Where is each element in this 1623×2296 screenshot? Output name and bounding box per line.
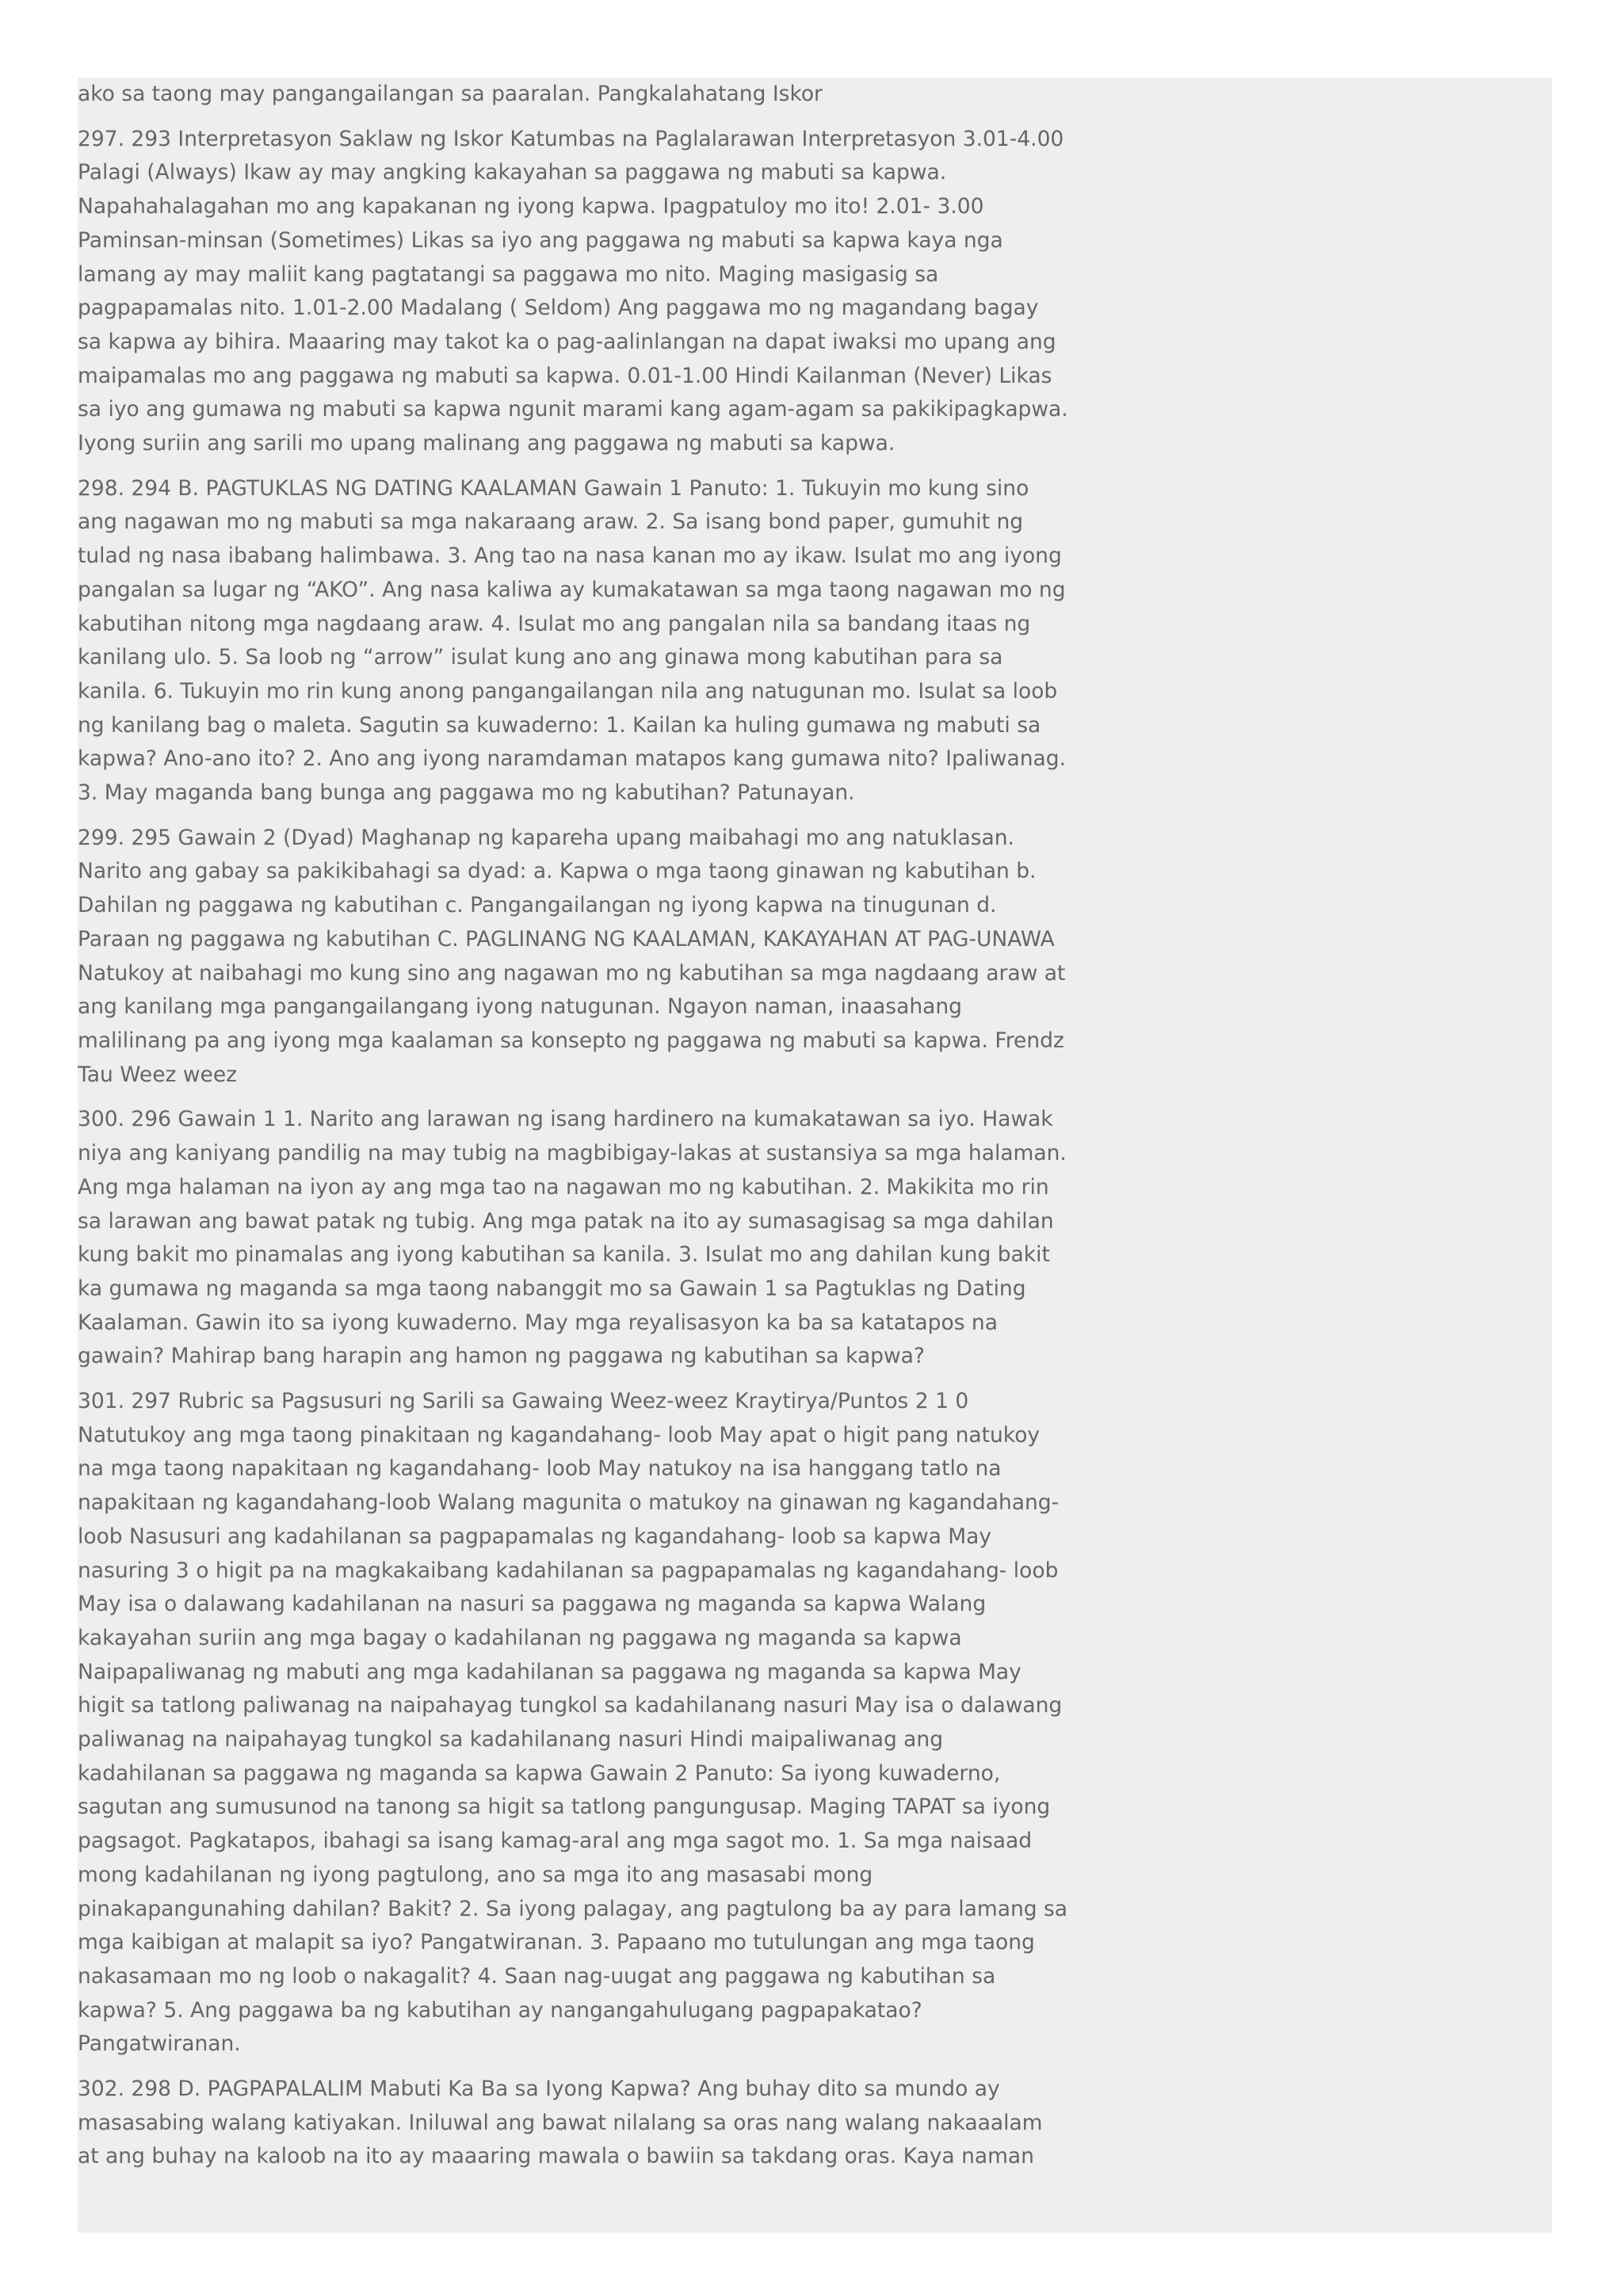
paragraph-297: 297. 293 Interpretasyon Saklaw ng Iskor Katumbas na Paglalarawan Interpretasyon 3.01-4.00 Palagi (Always) Ikaw ay may angking kakayahan sa paggawa ng mabuti sa kapwa. Napahahalagahan mo ang kapakanan ng iyong kapwa. Ipagpatuloy mo ito! 2.01- 3.00 Paminsan-minsan (Sometimes) Likas sa iyo ang paggawa ng mabuti sa kapwa kaya nga lamang ay may maliit kang pagtatangi sa paggawa mo nito. Maging masigasig sa pagpapamalas nito. 1.01-2.00 Madalang ( Seldom) Ang paggawa mo ng magandang bagay sa kapwa ay bihira. Maaaring may takot ka o pag-aalinlangan na dapat iwaksi mo upang ang maipamalas mo ang paggawa ng mabuti sa kapwa. 0.01-1.00 Hindi Kailanman (Never) Likas sa iyo ang gumawa ng mabuti sa kapwa ngunit marami kang agam-agam sa pakikipagkapwa. Iyong suriin ang sarili mo upang malinang ang paggawa ng mabuti sa kapwa. — [78, 126, 1068, 456]
paragraph-301: 301. 297 Rubric sa Pagsusuri ng Sarili sa Gawaing Weez-weez Kraytirya/Puntos 2 1 0 Natutukoy ang mga taong pinakitaan ng kagandahang- loob May apat o higit pang natukoy na mga taong napakitaan ng kagandahang- loob May natukoy na isa hanggang tatlo na napakitaan ng kagandahang-loob Walang magunita o matukoy na ginawan ng kagandahang-loob Nasusuri ang kadahilanan sa pagpapamalas ng kagandahang- loob sa kapwa May nasuring 3 o higit pa na magkakaibang kadahilanan sa pagpapamalas ng kagandahang- loob May isa o dalawang kadahilanan na nasuri sa paggawa ng maganda sa kapwa Walang kakayahan suriin ang mga bagay o kadahilanan ng paggawa ng maganda sa kapwa Naipapaliwanag ng mabuti ang mga kadahilanan sa paggawa ng maganda sa kapwa May higit sa tatlong paliwanag na naipahayag tungkol sa kadahilanang nasuri May isa o dalawang paliwanag na naipahayag tungkol sa kadahilanang nasuri Hindi maipaliwanag ang kadahilanan sa paggawa ng maganda sa kapwa Gawain 2 Panuto: Sa iyong kuwaderno, sagutan ang sumusunod na tanong sa higit sa tatlong pangungusap. Maging TAPAT sa iyong pagsagot. Pagkatapos, ibahagi sa isang kamag-aral ang mga sagot mo. 1. Sa mga naisaad mong kadahilanan ng iyong pagtulong, ano sa mga ito ang masasabi mong pinakapangunahing dahilan? Bakit? 2. Sa iyong palagay, ang pagtulong ba ay para lamang sa mga kaibigan at malapit sa iyo? Pangatwiranan. 3. Papaano mo tutulungan ang mga taong nakasamaan mo ng loob o nakagalit? 4. Saan nag-uugat ang paggawa ng kabutihan sa kapwa? 5. Ang paggawa ba ng kabutihan ay nangangahulugang pagpapakatao? Pangatwiranan. — [78, 1389, 1068, 2057]
paragraph-302: 302. 298 D. PAGPAPALALIM Mabuti Ka Ba sa Iyong Kapwa? Ang buhay dito sa mundo ay masasabing walang katiyakan. Iniluwal ang bawat nilalang sa oras nang walang nakaaalam at ang buhay na kaloob na ito ay maaaring mawala o bawiin sa takdang oras. Kaya naman — [78, 2077, 1043, 2169]
paragraph-299: 299. 295 Gawain 2 (Dyad) Maghanap ng kapareha upang maibahagi mo ang natuklasan. Narito ang gabay sa pakikibahagi sa dyad: a. Kapwa o mga taong ginawan ng kabutihan b. Dahilan ng paggawa ng kabutihan c. Pangangailangan ng iyong kapwa na tinugunan d. Paraan ng paggawa ng kabutihan C. PAGLINANG NG KAALAMAN, KAKAYAHAN AT PAG-UNAWA Natukoy at naibahagi mo kung sino ang nagawan mo ng kabutihan sa mga nagdaang araw at ang kanilang mga pangangailangang iyong natugunan. Ngayon naman, inaasahang malilinang pa ang iyong mga kaalaman sa konsepto ng paggawa ng mabuti sa kapwa. Frendz Tau Weez weez — [78, 825, 1066, 1087]
paragraph-298: 298. 294 B. PAGTUKLAS NG DATING KAALAMAN Gawain 1 Panuto: 1. Tukuyin mo kung sino ang nagawan mo ng mabuti sa mga nakaraang araw. 2. Sa isang bond paper, gumuhit ng tulad ng nasa ibabang halimbawa. 3. Ang tao na nasa kanan mo ay ikaw. Isulat mo ang iyong pangalan sa lugar ng “AKO”. Ang nasa kaliwa ay kumakatawan sa mga taong nagawan mo ng kabutihan nitong mga nagdaang araw. 4. Isulat mo ang pangalan nila sa bandang itaas ng kanilang ulo. 5. Sa loob ng “arrow” isulat kung ano ang ginawa mong kabutihan para sa kanila. 6. Tukuyin mo rin kung anong pangangailangan nila ang natugunan mo. Isulat sa loob ng kanilang bag o maleta. Sagutin sa kuwaderno: 1. Kailan ka huling gumawa ng mabuti sa kapwa? Ano-ano ito? 2. Ano ang iyong naramdaman matapos kang gumawa nito? Ipaliwanag. 3. May maganda bang bunga ang paggawa mo ng kabutihan? Patunayan. — [78, 475, 1066, 806]
paragraph-continuation: ako sa taong may pangangailangan sa paaralan. Pangkalahatang Iskor — [78, 82, 823, 106]
paragraph-300: 300. 296 Gawain 1 1. Narito ang larawan ng isang hardinero na kumakatawan sa iyo. Hawak niya ang kaniyang pandilig na may tubig na magbibigay-lakas at sustansiya sa mga halaman. Ang mga halaman na iyon ay ang mga tao na nagawan mo ng kabutihan. 2. Makikita mo rin sa larawan ang bawat patak ng tubig. Ang mga patak na ito ay sumasagisag sa mga dahilan kung bakit mo pinamalas ang iyong kabutihan sa kanila. 3. Isulat mo ang dahilan kung bakit ka gumawa ng maganda sa mga taong nabanggit mo sa Gawain 1 sa Pagtuklas ng Dating Kaalaman. Gawin ito sa iyong kuwaderno. May mga reyalisasyon ka ba sa katatapos na gawain? Mahirap bang harapin ang hamon ng paggawa ng kabutihan sa kapwa? — [78, 1107, 1067, 1369]
text-block — [78, 78, 1552, 2233]
text-column — [78, 78, 1068, 2174]
